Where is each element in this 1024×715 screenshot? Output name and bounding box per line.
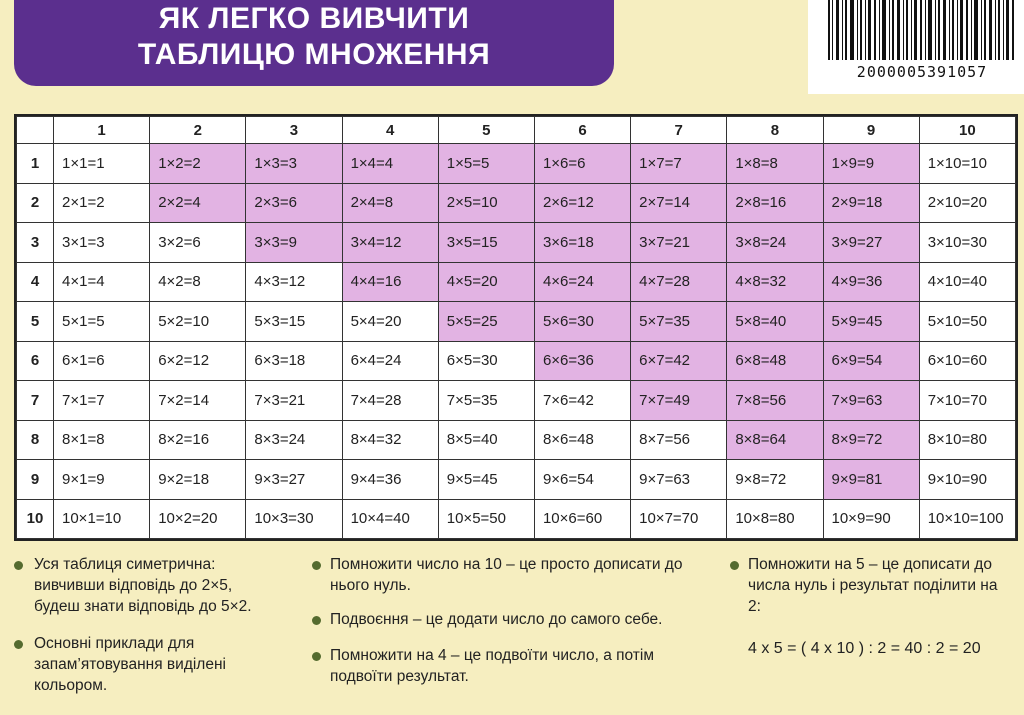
- table-cell: 6×5=30: [438, 341, 534, 381]
- table-cell: 4×7=28: [631, 262, 727, 302]
- row-header: 3: [17, 223, 54, 263]
- table-cell: 6×9=54: [823, 341, 919, 381]
- table-cell: 10×7=70: [631, 499, 727, 539]
- table-cell: 3×8=24: [727, 223, 823, 263]
- table-cell: 9×7=63: [631, 460, 727, 500]
- table-row: [17, 144, 1016, 184]
- table-cell: 3×7=21: [631, 223, 727, 263]
- bullet-icon: [14, 561, 23, 570]
- table-cell: 10×8=80: [727, 499, 823, 539]
- table-cell: 7×1=7: [54, 381, 150, 421]
- table-cell: 8×10=80: [919, 420, 1015, 460]
- row-header: 9: [17, 460, 54, 500]
- table-cell: 9×1=9: [54, 460, 150, 500]
- table-row: [17, 223, 1016, 263]
- title-line-2: ТАБЛИЦЮ МНОЖЕННЯ: [137, 38, 491, 71]
- column-header: 8: [727, 117, 823, 144]
- table-cell: 7×6=42: [534, 381, 630, 421]
- bullet-icon: [312, 616, 321, 625]
- table-cell: 2×9=18: [823, 183, 919, 223]
- table-cell: 5×3=15: [246, 302, 342, 342]
- table-cell: 10×9=90: [823, 499, 919, 539]
- tip-multiply-4: Помножити на 4 – це подвоїти число, а потім подвоїти результат.: [330, 647, 654, 685]
- table-cell: 10×1=10: [54, 499, 150, 539]
- table-cell: 3×5=15: [438, 223, 534, 263]
- table-cell: 7×10=70: [919, 381, 1015, 421]
- table-cell: 10×2=20: [150, 499, 246, 539]
- row-header: 5: [17, 302, 54, 342]
- table-cell: 2×7=14: [631, 183, 727, 223]
- row-header: 7: [17, 381, 54, 421]
- table-cell: 10×5=50: [438, 499, 534, 539]
- table-cell: 6×7=42: [631, 341, 727, 381]
- table-cell: 1×3=3: [246, 144, 342, 184]
- table-cell: 5×9=45: [823, 302, 919, 342]
- multiplication-grid: [16, 116, 1016, 539]
- table-cell: 10×3=30: [246, 499, 342, 539]
- table-cell: 9×4=36: [342, 460, 438, 500]
- table-cell: 1×5=5: [438, 144, 534, 184]
- table-cell: 8×4=32: [342, 420, 438, 460]
- table-cell: 4×2=8: [150, 262, 246, 302]
- table-header-row: [17, 117, 1016, 144]
- barcode-digits: 2000005391057: [856, 63, 988, 81]
- table-cell: 4×3=12: [246, 262, 342, 302]
- table-cell: 6×6=36: [534, 341, 630, 381]
- table-cell: 4×8=32: [727, 262, 823, 302]
- table-cell: 9×3=27: [246, 460, 342, 500]
- table-cell: 5×4=20: [342, 302, 438, 342]
- table-cell: 5×7=35: [631, 302, 727, 342]
- table-cell: 3×9=27: [823, 223, 919, 263]
- row-header: 2: [17, 183, 54, 223]
- table-cell: 8×9=72: [823, 420, 919, 460]
- table-cell: 7×5=35: [438, 381, 534, 421]
- tips-section: [0, 552, 1024, 712]
- table-cell: 2×2=4: [150, 183, 246, 223]
- table-cell: 10×6=60: [534, 499, 630, 539]
- tip-doubling: Подвоєння – це додати число до самого себе.: [330, 611, 663, 628]
- table-cell: 9×10=90: [919, 460, 1015, 500]
- table-cell: 1×9=9: [823, 144, 919, 184]
- row-header: 1: [17, 144, 54, 184]
- table-row: [17, 381, 1016, 421]
- barcode: [808, 0, 1024, 94]
- column-header: 7: [631, 117, 727, 144]
- table-cell: 1×4=4: [342, 144, 438, 184]
- table-cell: 6×10=60: [919, 341, 1015, 381]
- title-line-1: ЯК ЛЕГКО ВИВЧИТИ: [158, 2, 470, 35]
- table-cell: 2×3=6: [246, 183, 342, 223]
- table-cell: 3×2=6: [150, 223, 246, 263]
- table-cell: 9×6=54: [534, 460, 630, 500]
- table-cell: 8×6=48: [534, 420, 630, 460]
- formula-example: 4 x 5 = ( 4 x 10 ) : 2 = 40 : 2 = 20: [748, 640, 981, 657]
- table-cell: 8×8=64: [727, 420, 823, 460]
- tip-multiply-5: Помножити на 5 – це дописати до числа нуль і результат поділити на 2:: [748, 556, 998, 615]
- table-cell: 2×10=20: [919, 183, 1015, 223]
- table-cell: 5×2=10: [150, 302, 246, 342]
- tip-highlighted: Основні приклади для запам’ятовування виділені кольором.: [34, 635, 226, 694]
- table-cell: 8×1=8: [54, 420, 150, 460]
- table-cell: 5×6=30: [534, 302, 630, 342]
- table-cell: 5×8=40: [727, 302, 823, 342]
- column-header: 5: [438, 117, 534, 144]
- table-cell: 4×9=36: [823, 262, 919, 302]
- table-cell: 1×8=8: [727, 144, 823, 184]
- table-row: [17, 460, 1016, 500]
- table-cell: 6×8=48: [727, 341, 823, 381]
- tip-multiply-10: Помножити число на 10 – це просто дописати до нього нуль.: [330, 556, 683, 594]
- table-cell: 8×3=24: [246, 420, 342, 460]
- table-cell: 3×10=30: [919, 223, 1015, 263]
- table-row: [17, 341, 1016, 381]
- table-cell: 3×4=12: [342, 223, 438, 263]
- corner-cell: [17, 117, 54, 144]
- table-cell: 2×6=12: [534, 183, 630, 223]
- bullet-icon: [312, 561, 321, 570]
- table-row: [17, 183, 1016, 223]
- table-cell: 8×5=40: [438, 420, 534, 460]
- table-row: [17, 262, 1016, 302]
- bullet-icon: [312, 652, 321, 661]
- row-header: 6: [17, 341, 54, 381]
- table-cell: 9×8=72: [727, 460, 823, 500]
- column-header: 1: [54, 117, 150, 144]
- column-header: 4: [342, 117, 438, 144]
- column-header: 10: [919, 117, 1015, 144]
- table-cell: 1×2=2: [150, 144, 246, 184]
- bullet-icon: [730, 561, 739, 570]
- row-header: 8: [17, 420, 54, 460]
- table-cell: 6×4=24: [342, 341, 438, 381]
- table-cell: 4×6=24: [534, 262, 630, 302]
- table-cell: 6×2=12: [150, 341, 246, 381]
- table-cell: 4×5=20: [438, 262, 534, 302]
- table-cell: 1×7=7: [631, 144, 727, 184]
- table-cell: 4×1=4: [54, 262, 150, 302]
- table-row: [17, 420, 1016, 460]
- table-cell: 6×1=6: [54, 341, 150, 381]
- table-cell: 7×3=21: [246, 381, 342, 421]
- column-header: 2: [150, 117, 246, 144]
- row-header: 4: [17, 262, 54, 302]
- table-row: [17, 302, 1016, 342]
- table-cell: 6×3=18: [246, 341, 342, 381]
- table-cell: 3×3=9: [246, 223, 342, 263]
- table-cell: 4×4=16: [342, 262, 438, 302]
- column-header: 3: [246, 117, 342, 144]
- table-row: [17, 499, 1016, 539]
- table-cell: 1×6=6: [534, 144, 630, 184]
- table-cell: 7×7=49: [631, 381, 727, 421]
- table-cell: 5×10=50: [919, 302, 1015, 342]
- table-cell: 10×4=40: [342, 499, 438, 539]
- title-banner: [14, 0, 614, 86]
- table-cell: 7×8=56: [727, 381, 823, 421]
- table-cell: 1×1=1: [54, 144, 150, 184]
- table-cell: 9×2=18: [150, 460, 246, 500]
- multiplication-table: [14, 114, 1018, 541]
- table-cell: 3×1=3: [54, 223, 150, 263]
- table-cell: 9×5=45: [438, 460, 534, 500]
- table-cell: 5×5=25: [438, 302, 534, 342]
- table-cell: 2×1=2: [54, 183, 150, 223]
- bullet-icon: [14, 640, 23, 649]
- barcode-bars: [826, 0, 1016, 60]
- table-cell: 8×7=56: [631, 420, 727, 460]
- column-header: 9: [823, 117, 919, 144]
- table-cell: 8×2=16: [150, 420, 246, 460]
- tip-symmetry: Уся таблиця симетрична: вивчивши відповідь до 2×5, будеш знати відповідь до 5×2.: [34, 556, 252, 615]
- row-header: 10: [17, 499, 54, 539]
- table-cell: 9×9=81: [823, 460, 919, 500]
- table-cell: 3×6=18: [534, 223, 630, 263]
- table-cell: 7×4=28: [342, 381, 438, 421]
- table-cell: 7×9=63: [823, 381, 919, 421]
- table-cell: 4×10=40: [919, 262, 1015, 302]
- table-cell: 5×1=5: [54, 302, 150, 342]
- table-cell: 2×8=16: [727, 183, 823, 223]
- table-cell: 2×5=10: [438, 183, 534, 223]
- table-cell: 10×10=100: [919, 499, 1015, 539]
- table-cell: 1×10=10: [919, 144, 1015, 184]
- column-header: 6: [534, 117, 630, 144]
- table-cell: 7×2=14: [150, 381, 246, 421]
- table-cell: 2×4=8: [342, 183, 438, 223]
